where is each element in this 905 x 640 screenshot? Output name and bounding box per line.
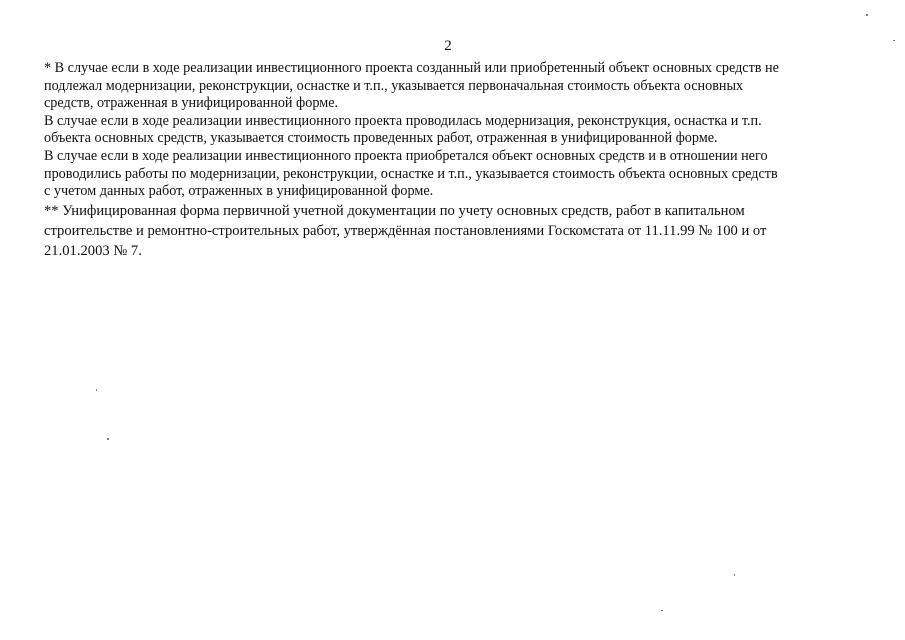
footnote-line: В случае если в ходе реализации инвестиционного проекта приобретался объект основных средств и в отношении него [44,147,768,164]
footnote-line: В случае если в ходе реализации инвестиционного проекта проводилась модернизация, реконструкция, оснастка и т.п. [44,112,762,129]
footnotes-block [44,60,856,261]
scan-speck [661,610,663,611]
footnote-line: строительстве и ремонтно-строительных работ, утверждённая постановлениями Госкомстата от 11.11.99 № 100 и от [44,222,767,239]
footnote-line: подлежал модернизации, реконструкции, оснастке и т.п., указывается первоначальная стоимость объекта основных [44,77,744,94]
footnote-line: проводились работы по модернизации, реконструкции, оснастке и т.п., указывается стоимость объекта основных средств [44,165,778,182]
page-number: 2 [444,38,452,54]
footnote-line: * В случае если в ходе реализации инвестиционного проекта созданный или приобретенный объект основных средств не [44,60,779,76]
scan-speck [893,40,895,41]
scan-speck [734,574,735,576]
footnote-2-paragraph [44,201,856,261]
footnote-1-paragraph-2 [44,113,856,148]
scan-speck [866,14,868,16]
footnote-line: 21.01.2003 № 7. [44,242,142,259]
footnote-line: объекта основных средств, указывается стоимость проведенных работ, отраженная в унифицированной форме. [44,130,718,147]
scan-speck [107,438,109,440]
scan-speck [96,389,97,391]
footnote-line: средств, отраженная в унифицированной форме. [44,95,339,112]
footnote-line: ** Унифицированная форма первичной учетной документации по учету основных средств, работ в капитальном [44,202,745,219]
footnote-1-paragraph-3 [44,148,856,201]
footnote-line: с учетом данных работ, отраженных в унифицированной форме. [44,183,434,200]
footnote-1-paragraph-1 [44,60,856,113]
